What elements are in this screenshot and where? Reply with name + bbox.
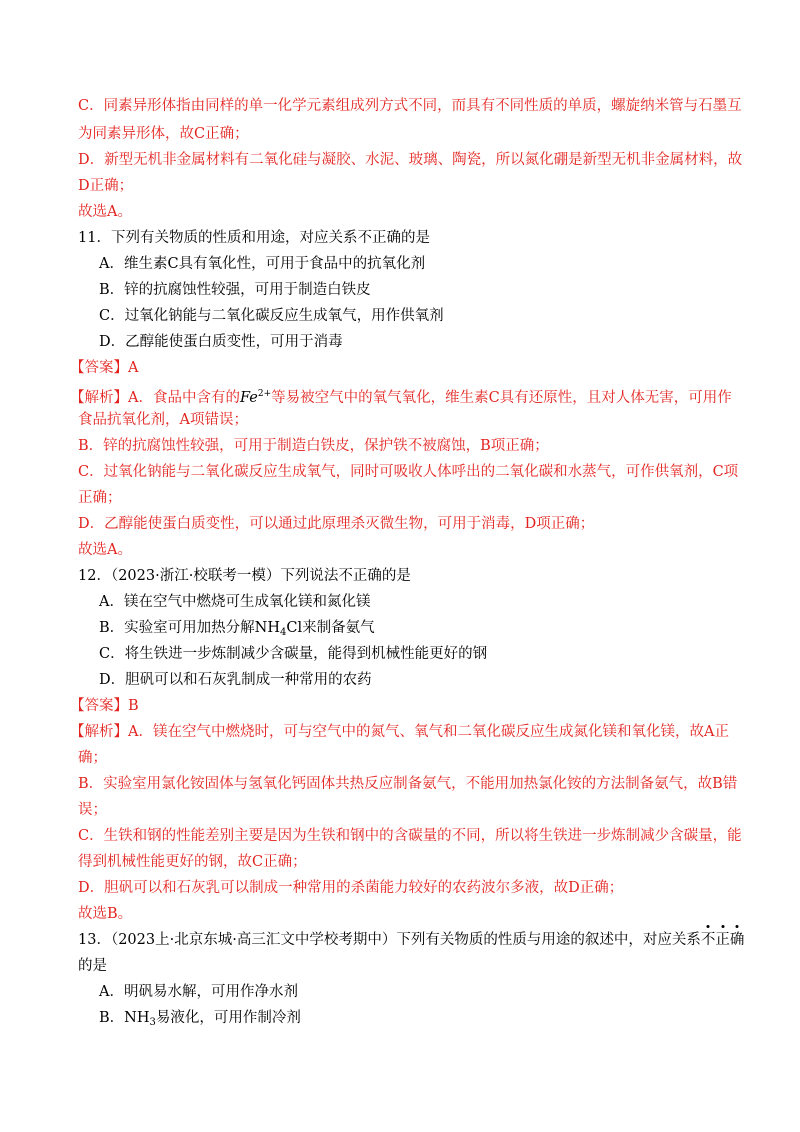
q11-conclusion: 故选A。 (78, 542, 132, 558)
q12-analysis-a-line2: 确； (78, 750, 107, 766)
q11-analysis-c-line2: 正确； (78, 490, 122, 506)
q12-option-a: A．镁在空气中燃烧可生成氧化镁和氮化镁 (99, 594, 371, 610)
emphasis-dot-char: 不 (700, 932, 716, 948)
q13-stem-line2: 的是 (78, 958, 107, 974)
q13-option-b: B．$NH_3$易液化，可用作制冷剂 (99, 1010, 301, 1028)
fe-charge: 2+ (257, 389, 272, 399)
prev-conclusion: 故选A。 (78, 204, 132, 220)
prev-analysis-d-line1: D．新型无机非金属材料有二氧化硅与凝胶、水泥、玻璃、陶瓷，所以氮化硼是新型无机非金属材料，故 (78, 152, 743, 168)
q13-option-a: A．明矾易水解，可用作净水剂 (99, 984, 298, 1000)
q12-analysis-c-line1: C．生铁和钢的性能差别主要是因为生铁和钢中的含碳量的不同，所以将生铁进一步炼制减少含碳量，能 (78, 828, 742, 844)
q11-analysis-b: B．锌的抗腐蚀性较强，可用于制造白铁皮，保护铁不被腐蚀，B项正确； (78, 438, 549, 454)
q12-option-b: B．实验室可用加热分解$NH_4Cl$来制备氨气 (99, 620, 375, 638)
answer-tag: 【答案】 (70, 698, 128, 714)
q11-stem: 11．下列有关物质的性质和用途，对应关系不正确的是 (78, 230, 430, 246)
q11-analysis-a-line2: 食品抗氧化剂，A项错误； (78, 412, 248, 428)
q11-analysis-a-line1: 【解析】A．食品中含有的$Fe^{2+}$等易被空气中的氧气氧化，维生素C具有还原性，且对人体无害，可用作 (70, 389, 732, 406)
q12-stem: 12．（2023·浙江·校联考一模）下列说法不正确的是 (78, 568, 411, 584)
q12-analysis-c-line2: 得到机械性能更好的钢，故C正确； (78, 854, 307, 870)
q11-option-a: A．维生素C具有氧化性，可用于食品中的抗氧化剂 (99, 256, 426, 272)
q12-answer (70, 696, 139, 716)
analysis-tag: 【解析】 (70, 724, 128, 740)
q11-option-b: B．锌的抗腐蚀性较强，可用于制造白铁皮 (99, 282, 371, 298)
q12-analysis-d: D．胆矾可以和石灰乳可以制成一种常用的杀菌能力较好的农药波尔多液，故D正确； (78, 880, 624, 896)
q12-analysis-a-line1: 【解析】A．镁在空气中燃烧时，可与空气中的氮气、氧气和二氧化碳反应生成氮化镁和氧化镁，故A正 (70, 724, 729, 740)
prev-analysis-c-line1: C．同素异形体指由同样的单一化学元素组成列方式不同，而具有不同性质的单质，螺旋纳米管与石墨互 (78, 98, 742, 114)
q11-analysis-c-line1: C．过氧化钠能与二氧化碳反应生成氧气，同时可吸收人体呼出的二氧化碳和水蒸气，可作供氧剂，C项 (78, 464, 739, 480)
q11-analysis-d: D．乙醇能使蛋白质变性，可以通过此原理杀灭微生物，可用于消毒，D项正确； (78, 516, 595, 532)
answer-value: B (128, 698, 139, 714)
q11-option-d: D．乙醇能使蛋白质变性，可用于消毒 (99, 334, 343, 350)
emphasis-dot-char: 确 (729, 932, 745, 948)
answer-tag: 【答案】 (70, 360, 128, 376)
answer-value: A (128, 360, 139, 376)
q12-analysis-b-line1: B．实验室用氯化铵固体与氢氧化钙固体共热反应制备氨气，不能用加热氯化铵的方法制备氨气，故B错 (78, 776, 738, 792)
q12-analysis-b-line2: 误； (78, 802, 107, 818)
q12-conclusion: 故选B。 (78, 906, 133, 922)
q11-option-c: C．过氧化钠能与二氧化碳反应生成氧气，用作供氧剂 (99, 308, 444, 324)
q11-answer (70, 358, 138, 378)
fe-symbol: Fe (239, 390, 258, 406)
prev-analysis-c-line2: 为同素异形体，故C正确； (78, 126, 249, 142)
q13-stem-line1: 13．（2023上·北京东城·高三汇文中学校考期中）下列有关物质的性质与用途的叙述中，对应关系不正确 (78, 932, 745, 948)
emphasis-dot-char: 正 (715, 932, 730, 948)
q12-option-d: D．胆矾可以和石灰乳制成一种常用的农药 (99, 672, 372, 688)
q12-option-c: C．将生铁进一步炼制减少含碳量，能得到机械性能更好的钢 (99, 646, 488, 662)
prev-analysis-d-line2: D正确； (78, 178, 134, 194)
analysis-tag: 【解析】 (70, 390, 128, 406)
